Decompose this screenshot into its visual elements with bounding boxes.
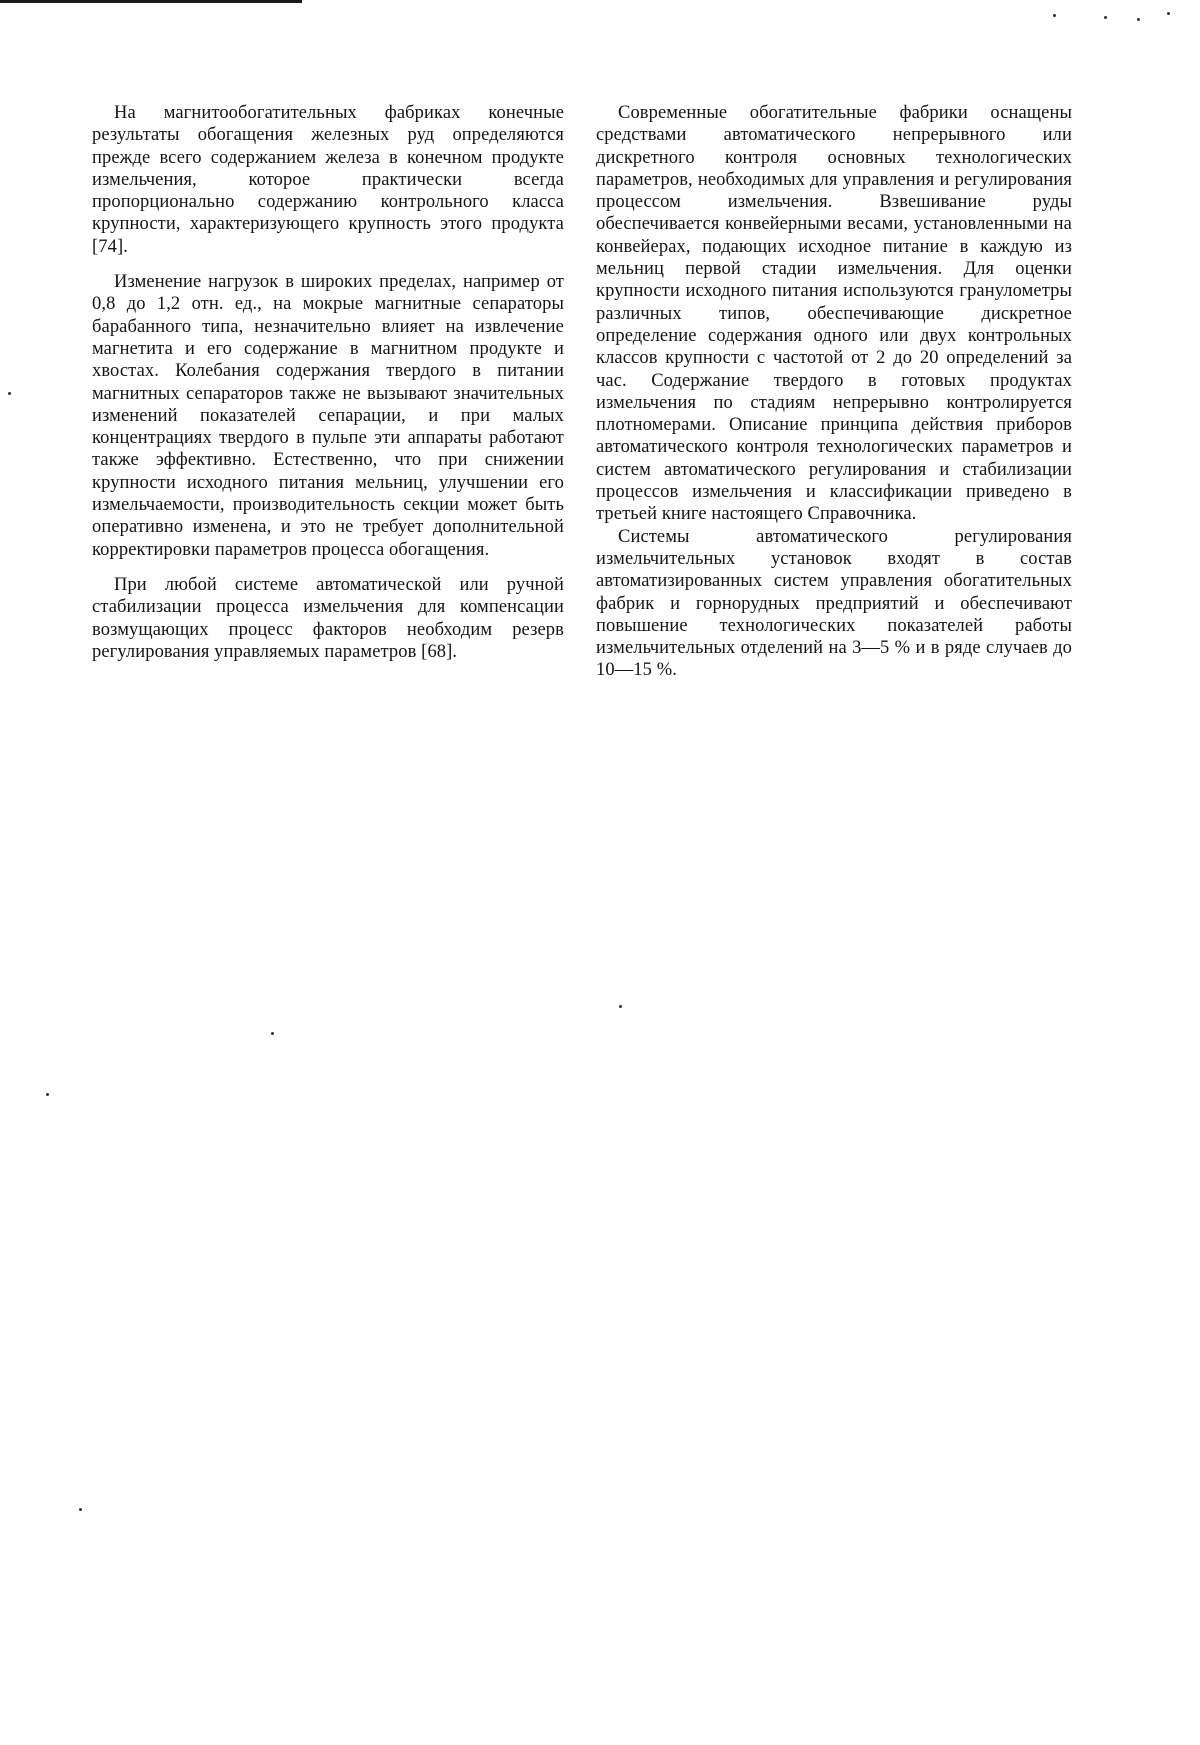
- scan-speck: [619, 1005, 622, 1008]
- scan-speck: [1104, 16, 1107, 19]
- paragraph: На магнитообогатительных фабриках конечные результаты обогащения железных руд определяются прежде всего содержанием железа в конечном продукте измельчения, которое практически всегда пропорционально содержанию контрольного класса крупности, характеризующего крупность этого продукта [74].: [92, 103, 564, 257]
- right-column: [596, 102, 1072, 682]
- scan-speck: [1137, 18, 1140, 21]
- top-rule: [0, 0, 302, 3]
- scan-speck: [8, 392, 11, 395]
- scan-speck: [1053, 14, 1056, 17]
- left-column: [92, 102, 564, 663]
- scan-speck: [271, 1032, 274, 1035]
- paragraph: Современные обогатительные фабрики оснащены средствами автоматического непрерывного или дискретного контроля основных технологических параметров, необходимых для управления и регулирования процессом измельчения. Взвешивание руды обеспечивается конвейерными весами, установленными на конвейерах, подающих исходное питание в каждую из мельниц первой стадии измельчения. Для оценки крупности исходного питания используются гранулометры различных типов, обеспечивающие дискретное определение содержания одного или двух контрольных классов крупности с частотой от 2 до 20 определений за час. Содержание твердого в готовых продуктах измельчения по стадиям непрерывно контролируется плотномерами. Описание принципа действия приборов автоматического контроля технологических параметров и систем автоматического регулирования и стабилизации процессов измельчения и классификации приведено в третьей книге настоящего Справочника.: [596, 103, 1072, 525]
- scan-speck: [79, 1508, 82, 1511]
- paragraph: Изменение нагрузок в широких пределах, например от 0,8 до 1,2 отн. ед., на мокрые магнитные сепараторы барабанного типа, незначительно влияет на извлечение магнетита и его содержание в магнитном продукте и хвостах. Колебания содержания твердого в питании магнитных сепараторов также не вызывают значительных изменений показателей сепарации, и при малых концентрациях твердого в пульпе эти аппараты работают также эффективно. Естественно, что при снижении крупности исходного питания мельниц, улучшении его измельчаемости, производительность секции может быть оперативно изменена, и это не требует дополнительной корректировки параметров процесса обогащения.: [92, 272, 564, 560]
- scan-speck: [46, 1093, 49, 1096]
- paragraph: При любой системе автоматической или ручной стабилизации процесса измельчения для компенсации возмущающих процесс факторов необходим резерв регулирования управляемых параметров [68].: [92, 574, 564, 662]
- paragraph: Системы автоматического регулирования измельчительных установок входят в состав автоматизированных систем управления обогатительных фабрик и горнорудных предприятий и обеспечивают повышение технологических показателей работы измельчительных отделений на 3—5 % и в ряде случаев до 10—15 %.: [596, 526, 1072, 681]
- scan-speck: [1167, 12, 1170, 15]
